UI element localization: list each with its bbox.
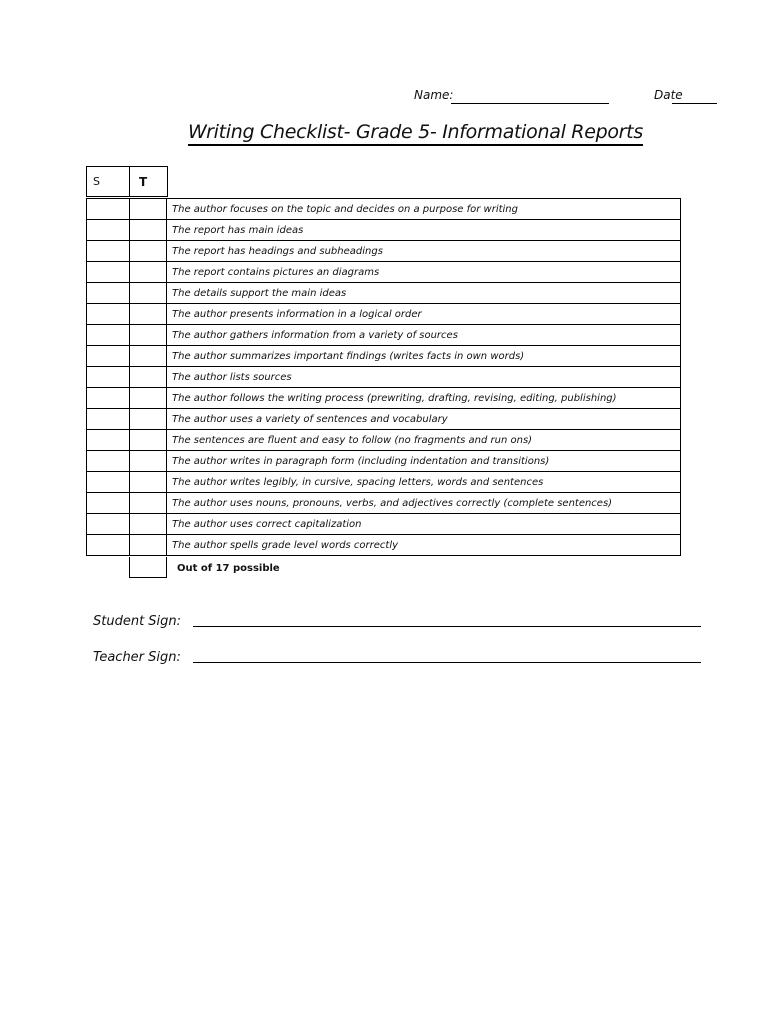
table-row [87,472,681,493]
student-sign-field[interactable] [193,626,701,627]
table-row [87,199,681,220]
student-check-cell[interactable] [87,346,130,367]
teacher-check-cell[interactable] [130,367,167,388]
table-row [87,241,681,262]
student-check-cell[interactable] [87,241,130,262]
criterion-text: The author uses correct capitalization [167,514,681,535]
student-check-cell[interactable] [87,535,130,556]
table-row [87,409,681,430]
criterion-text: The author focuses on the topic and decides on a purpose for writing [167,199,681,220]
student-check-cell[interactable] [87,388,130,409]
student-check-cell[interactable] [87,451,130,472]
score-label: Out of 17 possible [177,563,280,574]
criterion-text: The report has main ideas [167,220,681,241]
table-row [87,346,681,367]
teacher-check-cell[interactable] [130,241,167,262]
teacher-check-cell[interactable] [130,283,167,304]
date-label: Date [654,88,683,102]
teacher-check-cell[interactable] [130,388,167,409]
student-check-cell[interactable] [87,304,130,325]
criterion-text: The report contains pictures an diagrams [167,262,681,283]
table-row [87,367,681,388]
teacher-check-cell[interactable] [130,409,167,430]
student-check-cell[interactable] [87,367,130,388]
criterion-text: The author uses nouns, pronouns, verbs, and adjectives correctly (complete sentences) [167,493,681,514]
column-header-s: S [87,167,130,197]
teacher-check-cell[interactable] [130,325,167,346]
table-row [87,304,681,325]
name-field[interactable] [451,103,609,104]
teacher-check-cell[interactable] [130,262,167,283]
table-row [87,493,681,514]
criterion-text: The author writes legibly, in cursive, spacing letters, words and sentences [167,472,681,493]
teacher-sign-label: Teacher Sign: [93,650,181,665]
student-check-cell[interactable] [87,409,130,430]
column-header-t: T [130,167,168,197]
score-box[interactable] [129,557,167,578]
criterion-text: The author gathers information from a variety of sources [167,325,681,346]
table-row [87,220,681,241]
teacher-check-cell[interactable] [130,493,167,514]
criterion-text: The author spells grade level words correctly [167,535,681,556]
table-row [87,262,681,283]
student-check-cell[interactable] [87,199,130,220]
teacher-check-cell[interactable] [130,472,167,493]
student-check-cell[interactable] [87,430,130,451]
student-check-cell[interactable] [87,220,130,241]
table-row [87,430,681,451]
criterion-text: The report has headings and subheadings [167,241,681,262]
teacher-check-cell[interactable] [130,430,167,451]
teacher-check-cell[interactable] [130,199,167,220]
criterion-text: The author uses a variety of sentences and vocabulary [167,409,681,430]
column-header [86,166,168,197]
table-row [87,388,681,409]
teacher-check-cell[interactable] [130,514,167,535]
teacher-sign-field[interactable] [193,662,701,663]
teacher-check-cell[interactable] [130,346,167,367]
criterion-text: The author lists sources [167,367,681,388]
table-row [87,514,681,535]
checklist-table [86,198,681,556]
teacher-check-cell[interactable] [130,220,167,241]
criterion-text: The details support the main ideas [167,283,681,304]
table-row [87,283,681,304]
teacher-check-cell[interactable] [130,535,167,556]
student-sign-label: Student Sign: [93,614,182,629]
table-row [87,535,681,556]
date-field[interactable] [672,103,717,104]
student-check-cell[interactable] [87,472,130,493]
student-check-cell[interactable] [87,325,130,346]
criterion-text: The author writes in paragraph form (including indentation and transitions) [167,451,681,472]
teacher-check-cell[interactable] [130,451,167,472]
page-title: Writing Checklist- Grade 5- Informational Reports [188,120,643,146]
student-check-cell[interactable] [87,262,130,283]
criterion-text: The author presents information in a logical order [167,304,681,325]
name-label: Name: [414,88,454,102]
criterion-text: The sentences are fluent and easy to follow (no fragments and run ons) [167,430,681,451]
table-row [87,325,681,346]
student-check-cell[interactable] [87,493,130,514]
table-row [87,451,681,472]
criterion-text: The author summarizes important findings (writes facts in own words) [167,346,681,367]
student-check-cell[interactable] [87,514,130,535]
teacher-check-cell[interactable] [130,304,167,325]
student-check-cell[interactable] [87,283,130,304]
criterion-text: The author follows the writing process (prewriting, drafting, revising, editing, publishing) [167,388,681,409]
